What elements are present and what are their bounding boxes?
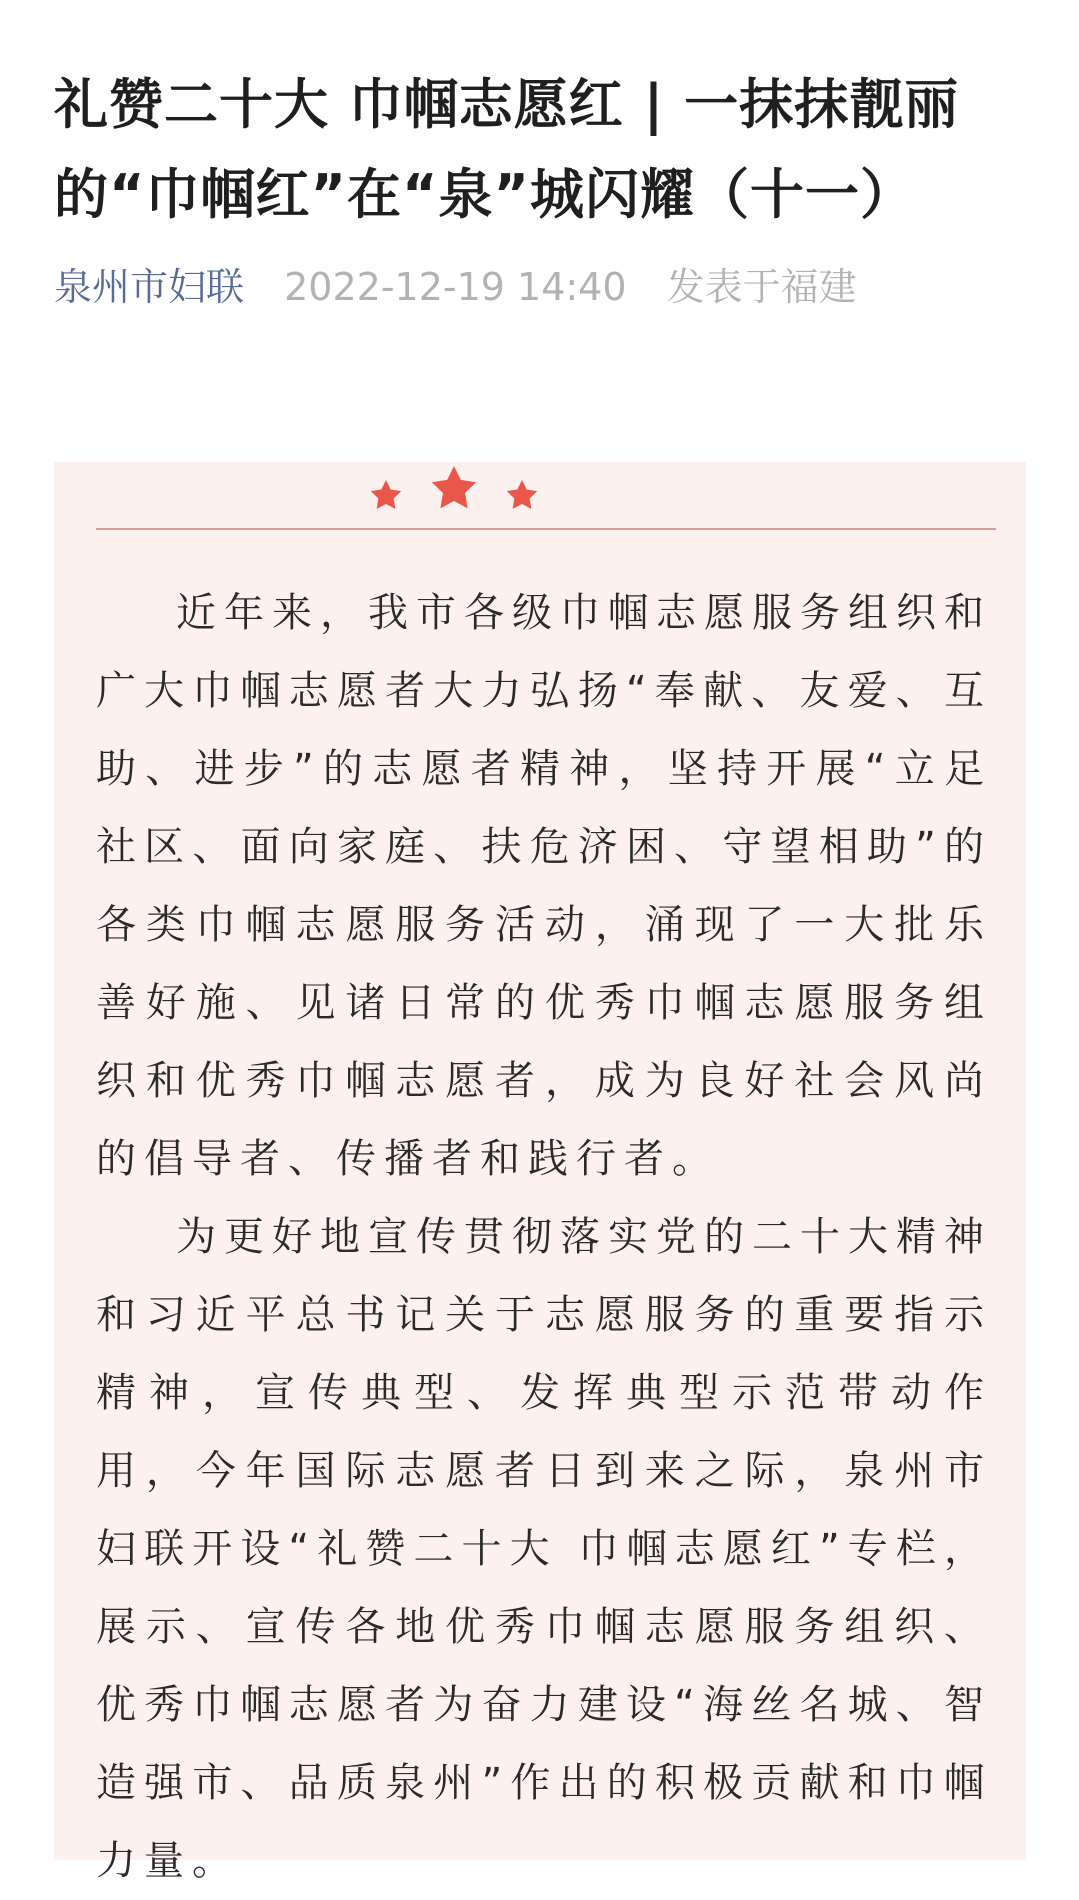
publish-date: 2022-12-19 14:40 — [284, 265, 627, 309]
article-body — [96, 574, 992, 1900]
article-meta — [54, 262, 857, 312]
section-divider — [96, 528, 996, 530]
paragraph: 为更好地宣传贯彻落实党的二十大精神和习近平总书记关于志愿服务的重要指示精神，宣传典型、发挥典型示范带动作用，今年国际志愿者日到来之际，泉州市妇联开设“礼赞二十大 巾帼志愿红”专栏，展示、宣传各地优秀巾帼志愿服务组织、优秀巾帼志愿者为奋力建设“海丝名城、智造强市、品质泉州”作出的积极贡献和巾帼力量。 — [96, 1214, 992, 1884]
star-icon-left — [371, 480, 401, 509]
article-title: 礼赞二十大 巾帼志愿红 | 一抹抹靓丽的“巾帼红”在“泉”城闪耀（十一） — [54, 73, 960, 226]
star-icon-right — [507, 480, 537, 509]
content-card — [54, 462, 1026, 1884]
star-icon-center — [432, 466, 476, 508]
stars-decoration — [54, 462, 1026, 552]
paragraph: 近年来，我市各级巾帼志愿服务组织和广大巾帼志愿者大力弘扬“奉献、友爱、互助、进步”的志愿者精神，坚持开展“立足社区、面向家庭、扶危济困、守望相助”的各类巾帼志愿服务活动，涌现了一大批乐善好施、见诸日常的优秀巾帼志愿服务组织和优秀巾帼志愿者，成为良好社会风尚的倡导者、传播者和践行者。 — [96, 590, 992, 1182]
publish-location: 发表于福建 — [666, 265, 857, 309]
account-name-link[interactable]: 泉州市妇联 — [54, 265, 245, 309]
